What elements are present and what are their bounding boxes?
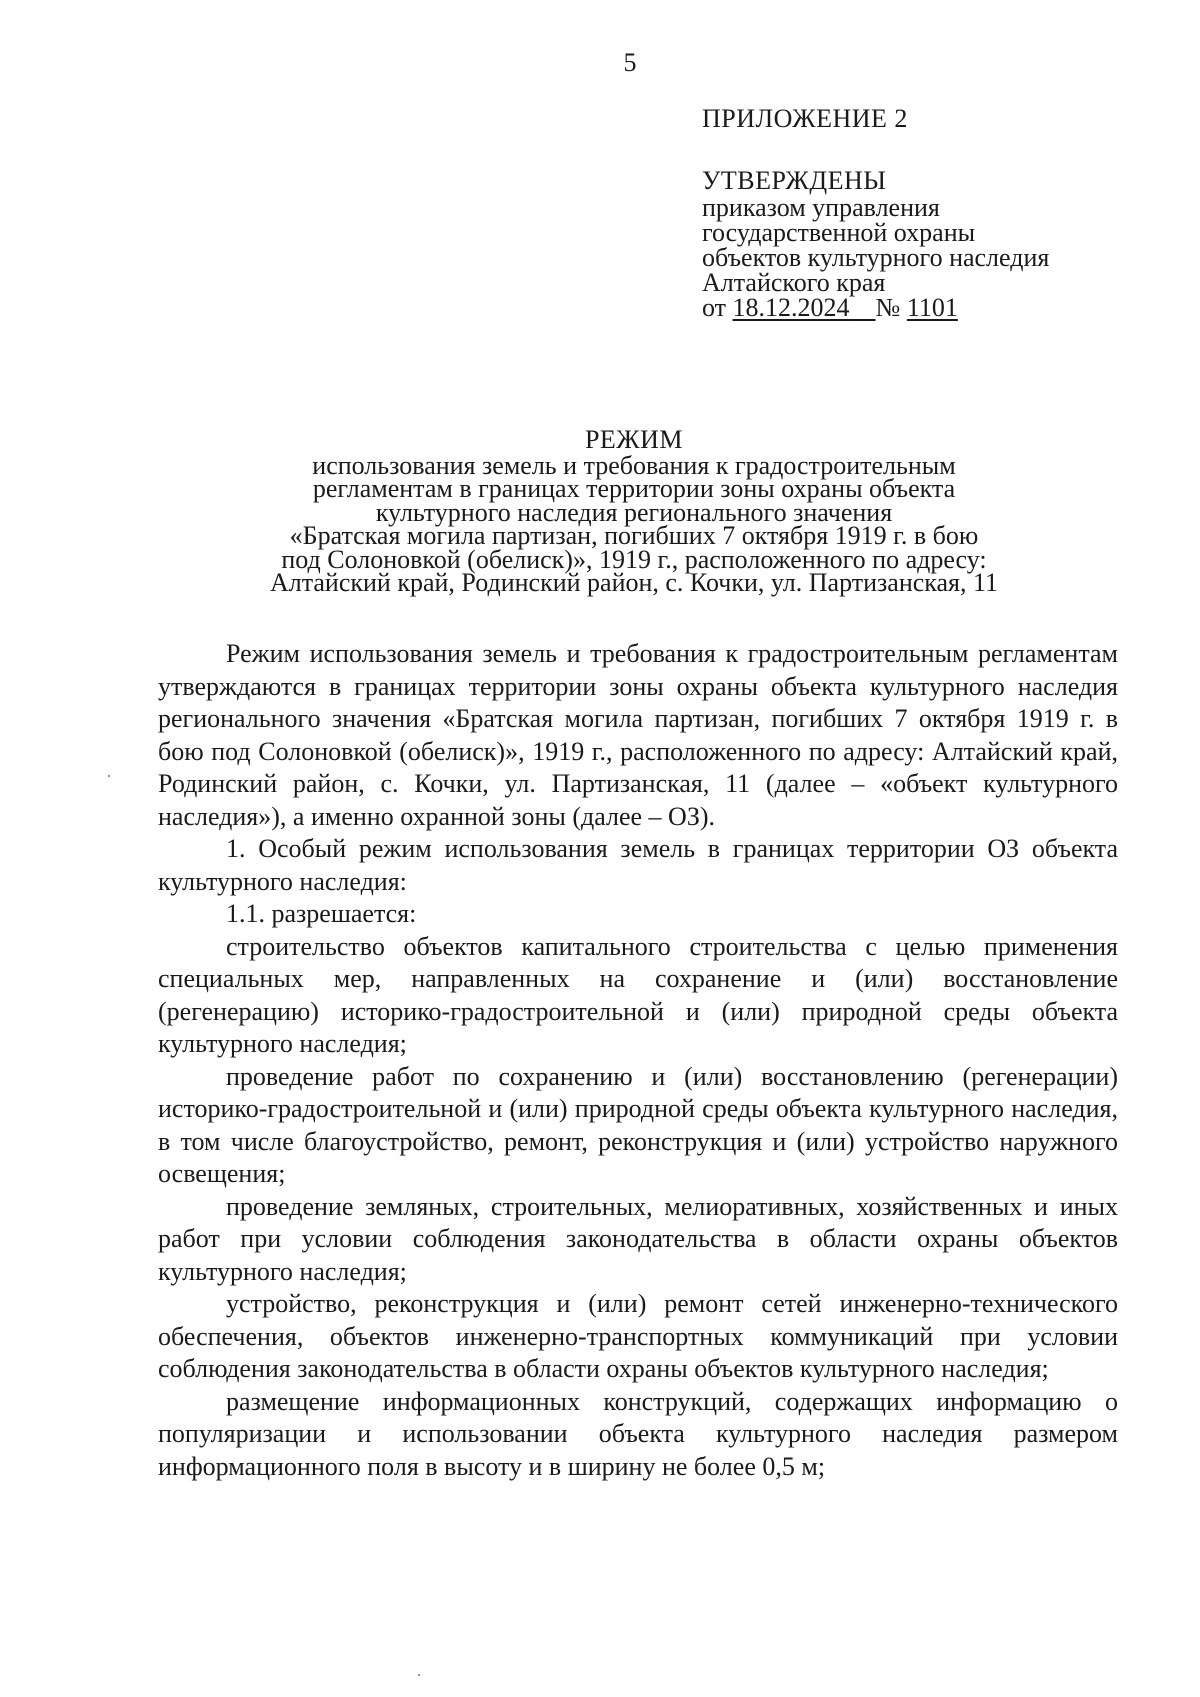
paragraph: проведение работ по сохранению и (или) восстановлению (регенерации) историко-градостроительной и (или) природной среды объекта культурного наследия, в том числе благоустройство, ремонт, реконструкция и (или) устройство наружного освещения; bbox=[158, 1061, 1118, 1188]
body-text bbox=[158, 638, 1118, 1483]
approved-line: государственной охраны bbox=[702, 218, 976, 247]
scan-speck bbox=[418, 1674, 420, 1676]
order-date-line bbox=[702, 295, 1049, 320]
paragraph: устройство, реконструкция и (или) ремонт сетей инженерно-технического обеспечения, объектов инженерно-транспортных коммуникаций при условии соблюдения законодательства в области охраны объектов культурного наследия; bbox=[158, 1289, 1118, 1383]
title-line: «Братская могила партизан, погибших 7 октября 1919 г. в бою bbox=[289, 521, 979, 550]
title-line: культурного наследия регионального значения bbox=[375, 497, 893, 527]
paragraph: 1.1. разрешается: bbox=[226, 899, 417, 928]
title-line: Алтайский край, Родинский район, с. Кочки, ул. Партизанская, 11 bbox=[269, 568, 999, 597]
approved-title: УТВЕРЖДЕНЫ bbox=[702, 166, 887, 195]
paragraph: проведение земляных, строительных, мелиоративных, хозяйственных и иных работ при условии соблюдения законодательства в области охраны объектов культурного наследия; bbox=[158, 1191, 1118, 1286]
title-line: регламентам в границах территории зоны охраны объекта bbox=[312, 474, 956, 503]
approved-line: приказом управления bbox=[702, 193, 940, 222]
scan-speck bbox=[108, 775, 110, 777]
title-line: под Солоновкой (обелиск)», 1919 г., расположенного по адресу: bbox=[281, 544, 987, 574]
order-date: 18.12.2024 bbox=[732, 293, 850, 322]
page-number: 5 bbox=[623, 48, 637, 77]
number-prefix: № bbox=[875, 293, 901, 322]
title-heading: РЕЖИМ bbox=[584, 425, 684, 454]
paragraph: размещение информационных конструкций, содержащих информацию о популяризации и использовании объекта культурного наследия размером информационного поля в высоту и в ширину не более 0,5 м; bbox=[158, 1386, 1118, 1481]
document-title bbox=[220, 425, 1048, 597]
appendix-title: ПРИЛОЖЕНИЕ 2 bbox=[702, 104, 908, 133]
title-line: использования земель и требования к градостроительным bbox=[312, 450, 956, 480]
appendix-block bbox=[702, 104, 1049, 320]
paragraph: строительство объектов капитального строительства с целью применения специальных мер, направленных на сохранение и (или) восстановление (регенерацию) историко-градостроительной и (или) природной среды объекта культурного наследия; bbox=[158, 931, 1118, 1058]
approved-line: объектов культурного наследия bbox=[702, 243, 1050, 272]
paragraph: 1. Особый режим использования земель в границах территории ОЗ объекта культурного наследия: bbox=[158, 834, 1118, 896]
date-prefix: от bbox=[702, 293, 727, 322]
order-number: 1101 bbox=[906, 293, 958, 322]
paragraph: Режим использования земель и требования к градостроительным регламентам утверждаются в границах территории зоны охраны объекта культурного наследия регионального значения «Братская могила партизан, погибших 7 октября 1919 г. в бою под Солоновкой (обелиск)», 1919 г., расположенного по адресу: Алтайский край, Родинский район, с. Кочки, ул. Партизанская, 11 (далее – «объект культурного наследия»), а именно охранной зоны (далее – ОЗ). bbox=[158, 639, 1118, 831]
approved-line: Алтайского края bbox=[702, 268, 886, 297]
